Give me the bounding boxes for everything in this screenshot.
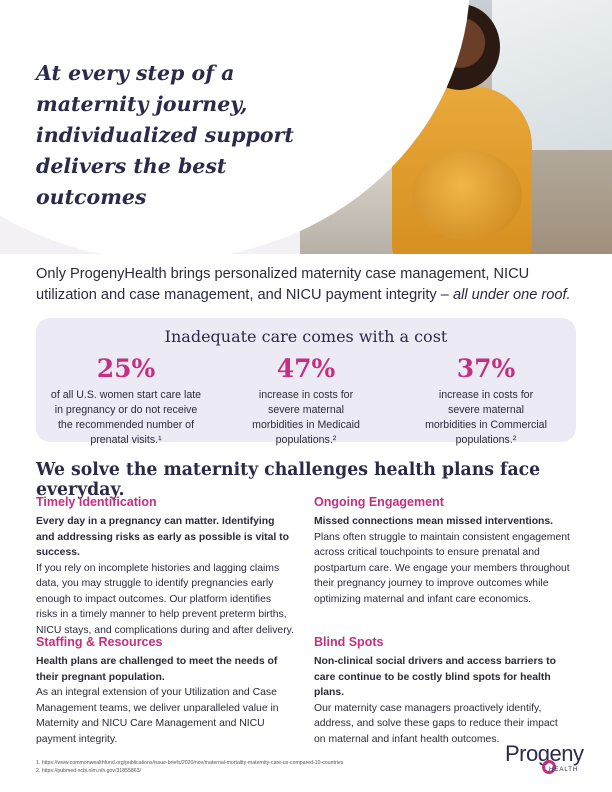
- cost-title: Inadequate care comes with a cost: [164, 327, 448, 346]
- stat-value: 25%: [96, 354, 156, 383]
- block-body: Plans often struggle to maintain consistent engagement across critical touchpoints to ensure prenatal and postpartum care. We engage your members throughout their pregnancy journey to improve outcomes while optimizing maternal and infant care economics.: [314, 531, 570, 605]
- block-ongoing-engagement: [314, 494, 572, 607]
- block-title: Ongoing Engagement: [314, 495, 444, 509]
- logo-wordmark: Progeny: [505, 741, 584, 766]
- stat-description: increase in costs for severe maternal morbidities in Commercial populations.²: [425, 389, 547, 446]
- block-blind-spots: [314, 634, 572, 747]
- block-body: Our maternity case managers proactively identify, address, and solve these gaps to reduce their impact on maternal and infant health outcomes.: [314, 702, 558, 745]
- block-lead: Missed connections mean missed interventions.: [314, 516, 554, 527]
- footnotes: [36, 759, 466, 775]
- block-title: Timely Identification: [36, 495, 157, 509]
- block-title: Staffing & Resources: [36, 635, 163, 649]
- hero-title: At every step of a maternity journey, individualized support delivers the best outcomes: [36, 61, 294, 209]
- block-body: If you rely on incomplete histories and lagging claims data, you may struggle to identify pregnancies early enough to impact outcomes. Our platform identifies risks in a timely manner to help prevent preterm births, NICU stays, and complications during and after delivery.: [36, 562, 294, 636]
- footnote-2: 2. https://pubmed.ncbi.nlm.nih.gov/31855863/: [36, 768, 141, 774]
- intro-paragraph: [36, 264, 581, 306]
- stat-value: 37%: [456, 354, 516, 383]
- progeny-logo: [505, 741, 595, 779]
- intro-emphasis: all under one roof.: [452, 287, 571, 303]
- photo-figure-belly: [412, 150, 522, 240]
- stat-description: of all U.S. women start care late in pregnancy or do not receive the recommended number of prenatal visits.¹: [50, 389, 202, 446]
- footnote-1: 1. https://www.commonwealthfund.org/publications/issue-briefs/2020/nov/maternal-mortality-maternity-care-us-compared-10-countries: [36, 760, 344, 766]
- stat-value: 47%: [276, 354, 336, 383]
- block-lead: Every day in a pregnancy can matter. Identifying and addressing risks as early as possible is vital to success.: [36, 516, 289, 558]
- stat-medicaid: [216, 352, 396, 448]
- logo-subtitle: HEALTH: [549, 767, 579, 773]
- cost-panel: [36, 318, 576, 446]
- block-lead: Health plans are challenged to meet the needs of their pregnant population.: [36, 656, 278, 683]
- stat-late-care: [36, 352, 216, 448]
- block-title: Blind Spots: [314, 635, 384, 649]
- block-staffing-resources: [36, 634, 294, 747]
- block-lead: Non-clinical social drivers and access barriers to care continue to be costly blind spots for health plans.: [314, 656, 556, 698]
- block-timely-identification: [36, 494, 294, 638]
- hero-banner: [0, 0, 612, 254]
- block-body: As an integral extension of your Utilization and Case Management teams, we deliver unparalleled value in Maternity and NICU Care Management and NICU payment integrity.: [36, 687, 279, 745]
- stat-description: increase in costs for severe maternal morbidities in Medicaid populations.²: [252, 389, 360, 446]
- stat-commercial: [396, 352, 576, 448]
- section-title: We solve the maternity challenges health plans face everyday.: [36, 460, 541, 500]
- intro-text: Only ProgenyHealth brings personalized maternity case management, NICU utilization and case management, and NICU payment integrity –: [36, 266, 530, 303]
